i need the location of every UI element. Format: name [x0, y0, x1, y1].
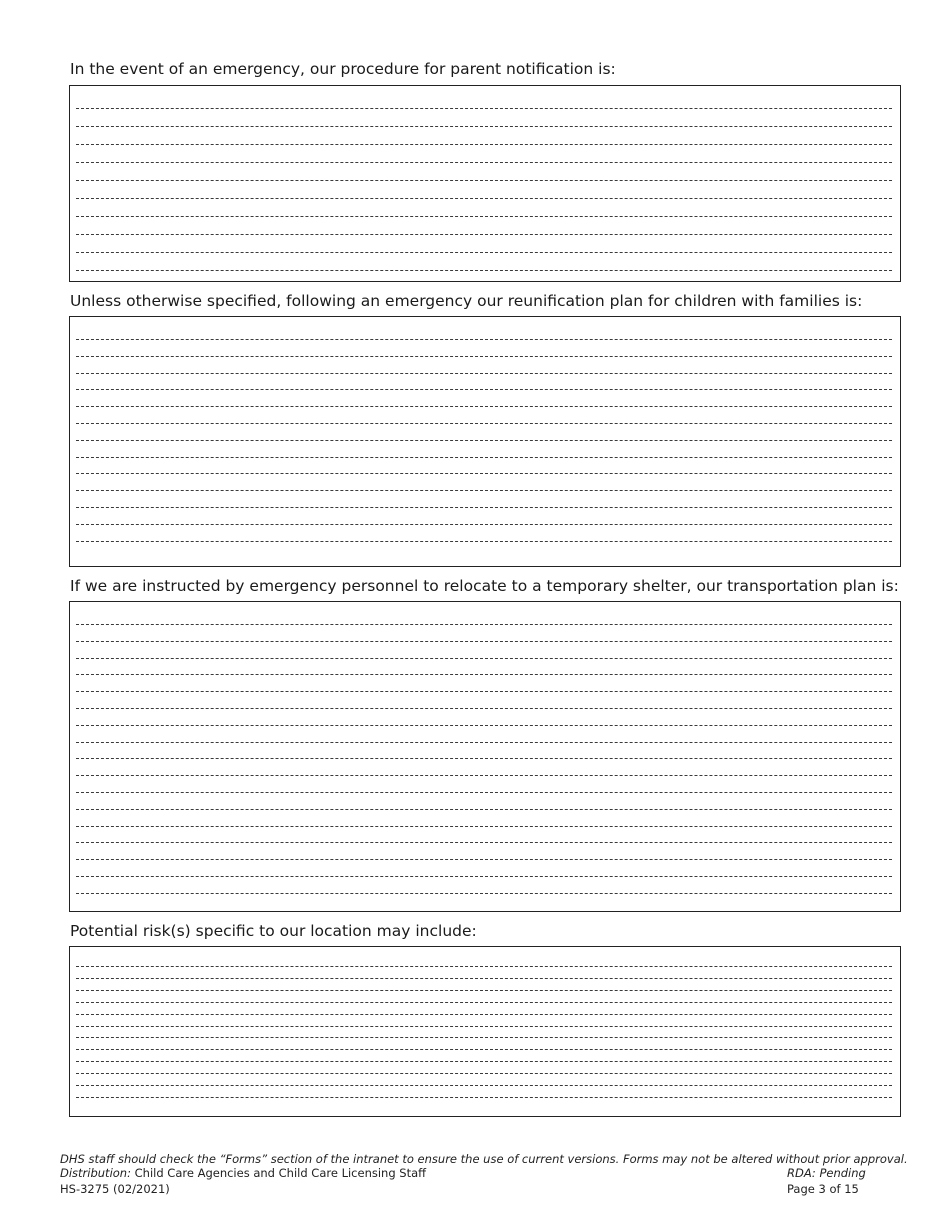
writing-line — [76, 180, 892, 181]
writing-line — [76, 893, 892, 894]
writing-line — [76, 162, 892, 163]
rda-status: RDA: Pending — [787, 1166, 866, 1180]
writing-line — [76, 1002, 892, 1003]
section-label-parent-notification: In the event of an emergency, our procedure for parent notification is: — [70, 60, 616, 78]
writing-line — [76, 624, 892, 625]
writing-line — [76, 1014, 892, 1015]
writing-line — [76, 524, 892, 525]
section-label-potential-risks: Potential risk(s) specific to our location may include: — [70, 922, 477, 940]
section-label-reunification-plan: Unless otherwise specified, following an emergency our reunification plan for children with families is: — [70, 292, 863, 310]
potential-risks-textbox[interactable] — [69, 946, 901, 1117]
writing-line — [76, 674, 892, 675]
writing-line — [76, 1073, 892, 1074]
footer-notice: DHS staff should check the “Forms” section of the intranet to ensure the use of current versions. Forms may not be altered without prior approval. — [60, 1152, 908, 1166]
transportation-plan-textbox[interactable] — [69, 601, 901, 912]
writing-line — [76, 725, 892, 726]
writing-line — [76, 1049, 892, 1050]
page-number: Page 3 of 15 — [787, 1182, 859, 1196]
writing-line — [76, 775, 892, 776]
writing-line — [76, 792, 892, 793]
writing-line — [76, 252, 892, 253]
writing-line — [76, 842, 892, 843]
writing-line — [76, 691, 892, 692]
writing-line — [76, 1026, 892, 1027]
writing-line — [76, 966, 892, 967]
writing-line — [76, 198, 892, 199]
writing-line — [76, 373, 892, 374]
writing-line — [76, 108, 892, 109]
writing-line — [76, 708, 892, 709]
writing-line — [76, 440, 892, 441]
section-label-transportation-plan: If we are instructed by emergency personnel to relocate to a temporary shelter, our transportation plan is: — [70, 577, 899, 595]
distribution-label: Distribution: — [60, 1166, 131, 1180]
writing-line — [76, 490, 892, 491]
writing-line — [76, 457, 892, 458]
writing-line — [76, 1061, 892, 1062]
writing-line — [76, 978, 892, 979]
writing-line — [76, 758, 892, 759]
writing-line — [76, 423, 892, 424]
writing-line — [76, 144, 892, 145]
writing-line — [76, 389, 892, 390]
writing-line — [76, 742, 892, 743]
writing-line — [76, 658, 892, 659]
writing-line — [76, 859, 892, 860]
writing-line — [76, 1037, 892, 1038]
writing-line — [76, 473, 892, 474]
writing-line — [76, 234, 892, 235]
distribution-value: Child Care Agencies and Child Care Licensing Staff — [130, 1166, 427, 1180]
reunification-plan-textbox[interactable] — [69, 316, 901, 567]
writing-line — [76, 990, 892, 991]
writing-line — [76, 126, 892, 127]
writing-line — [76, 1097, 892, 1098]
writing-line — [76, 406, 892, 407]
form-id: HS-3275 (02/2021) — [60, 1182, 170, 1196]
writing-line — [76, 1085, 892, 1086]
writing-line — [76, 809, 892, 810]
writing-line — [76, 507, 892, 508]
writing-line — [76, 339, 892, 340]
writing-line — [76, 216, 892, 217]
writing-line — [76, 541, 892, 542]
writing-line — [76, 356, 892, 357]
writing-line — [76, 641, 892, 642]
writing-line — [76, 876, 892, 877]
writing-line — [76, 270, 892, 271]
footer-distribution — [60, 1166, 426, 1180]
writing-line — [76, 826, 892, 827]
parent-notification-textbox[interactable] — [69, 85, 901, 282]
